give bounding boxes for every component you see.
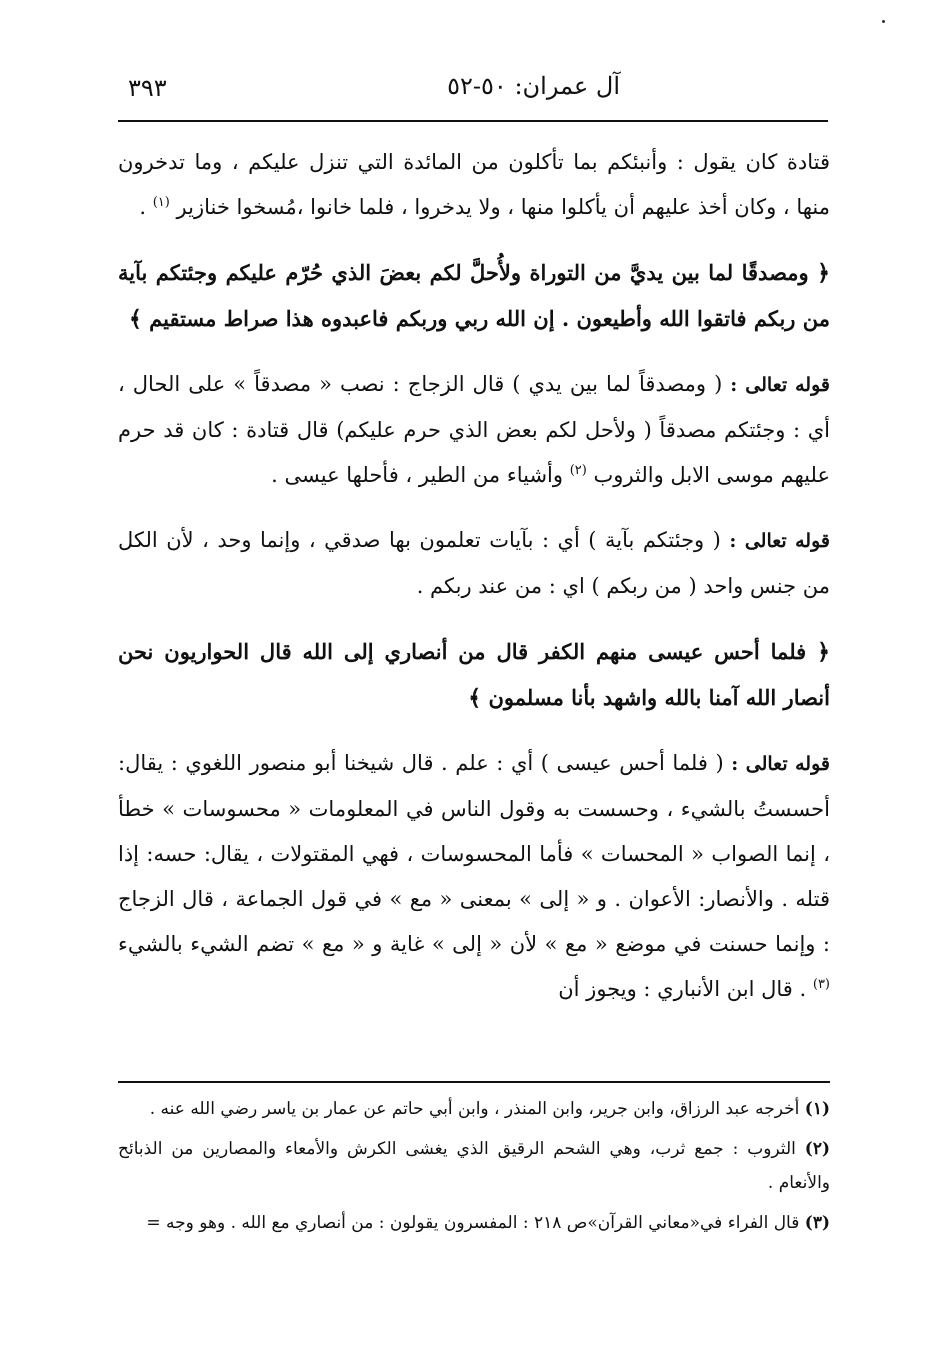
page-header <box>120 68 830 108</box>
paragraph-text: ( وجئتكم بآية ) أي : بآيات تعلمون بها صدقي ، وإنما وحد ، لأن الكل من جنس واحد ( من ربكم ) اي : من عند ربكم . <box>118 528 830 598</box>
verse-open-bracket: ﴿ <box>817 260 831 286</box>
running-title: آل عمران: ٥٠-٥٢ <box>447 72 620 100</box>
paragraph-text: ( فلما أحس عيسى ) أي : علم . قال شيخنا أبو منصور اللغوي : يقال: أحسستُ بالشيء ، وحسست به وقول الناس في المعلومات « محسوسات » خطأ ، إنما الصواب « المحسات » فأما المحسوسات ، فهي المقتولات ، يقال: حسه: إذا قتله . والأنصار: الأعوان . و « إلى » بمعنى « مع » في قول الجماعة ، قال الزجاج : وإنما حسنت في موضع « مع » لأن « إلى » غاية و « مع » تضم الشيء بالشيء <box>118 751 830 956</box>
footnote-number: (٣) <box>804 1213 830 1233</box>
quran-verse <box>118 250 830 342</box>
paragraph-text: ( ومصدقاً لما بين يدي ) قال الزجاج : نصب « مصدقاً » على الحال ، أي : وجئتكم مصدقاً ( ولأحل لكم بعض الذي حرم عليكم) قال قتادة : كان قد حرم عليهم موسى الابل والثروب <box>118 372 830 487</box>
verse-open-bracket: ﴿ <box>817 639 831 665</box>
footnote-ref: (٣) <box>812 977 830 992</box>
quran-verse <box>118 629 830 721</box>
commentary-paragraph <box>118 362 830 498</box>
verse-close-bracket: ﴾ <box>468 685 482 711</box>
commentary-paragraph <box>118 741 830 1012</box>
qawluhu-label: قوله تعالى : <box>730 374 830 396</box>
commentary-paragraph <box>118 518 830 609</box>
footnote <box>118 1132 830 1200</box>
footnote <box>118 1092 830 1126</box>
footnote-number: (٢) <box>804 1139 831 1159</box>
scan-dot <box>882 20 885 23</box>
verse-text: ومصدقًا لما بين يديَّ من التوراة ولأُحلَّ لكم بعضَ الذي حُرّم عليكم وجئتكم بآية من ربكم فاتقوا الله وأطيعون . إن الله ربي وربكم فاعبدوه هذا صراط مستقيم <box>118 260 830 331</box>
paragraph-text: . قال ابن الأنباري : ويجوز أن <box>558 977 807 1001</box>
footnote-number: (١) <box>804 1099 830 1119</box>
footnote <box>118 1206 830 1240</box>
footnote-ref: (٢) <box>569 463 587 478</box>
footnote-ref: (١) <box>152 195 170 210</box>
paragraph-text: قتادة كان يقول : وأنبئكم بما تأكلون من المائدة التي تنزل عليكم ، وما تدخرون منها ، وكان أخذ عليهم أن يأكلوا منها ، ولا يدخروا ، فلما خانوا ،مُسخوا خنازير <box>118 150 830 219</box>
footnote-text: الثروب : جمع ثرب، وهي الشحم الرقيق الذي يغشى الكرش والأمعاء والمصارين من الذبائح والأنعام . <box>118 1139 830 1193</box>
footnote-text: أخرجه عبد الرزاق، وابن جرير، وابن المنذر ، وابن أبي حاتم عن عمار بن ياسر رضي الله عنه . <box>149 1099 800 1119</box>
footnotes <box>118 1092 830 1246</box>
verse-close-bracket: ﴾ <box>128 306 142 332</box>
footnote-text: قال الفراء في«معاني القرآن»ص ٢١٨ : المفسرون يقولون : من أنصاري مع الله . وهو وجه = <box>146 1213 800 1233</box>
verse-text: فلما أحس عيسى منهم الكفر قال من أنصاري إلى الله قال الحواريون نحن أنصار الله آمنا بالله واشهد بأنا مسلمون <box>118 639 830 710</box>
header-rule <box>118 120 828 122</box>
paragraph-text: . <box>139 195 147 219</box>
qawluhu-label: قوله تعالى : <box>731 753 830 775</box>
page-number: ٣٩٣ <box>128 74 167 102</box>
qawluhu-label: قوله تعالى : <box>729 530 830 552</box>
footnote-rule <box>118 1081 830 1083</box>
commentary-paragraph <box>118 140 830 230</box>
paragraph-text: وأشياء من الطير ، فأحلها عيسى . <box>271 463 564 487</box>
main-text <box>118 140 830 1012</box>
